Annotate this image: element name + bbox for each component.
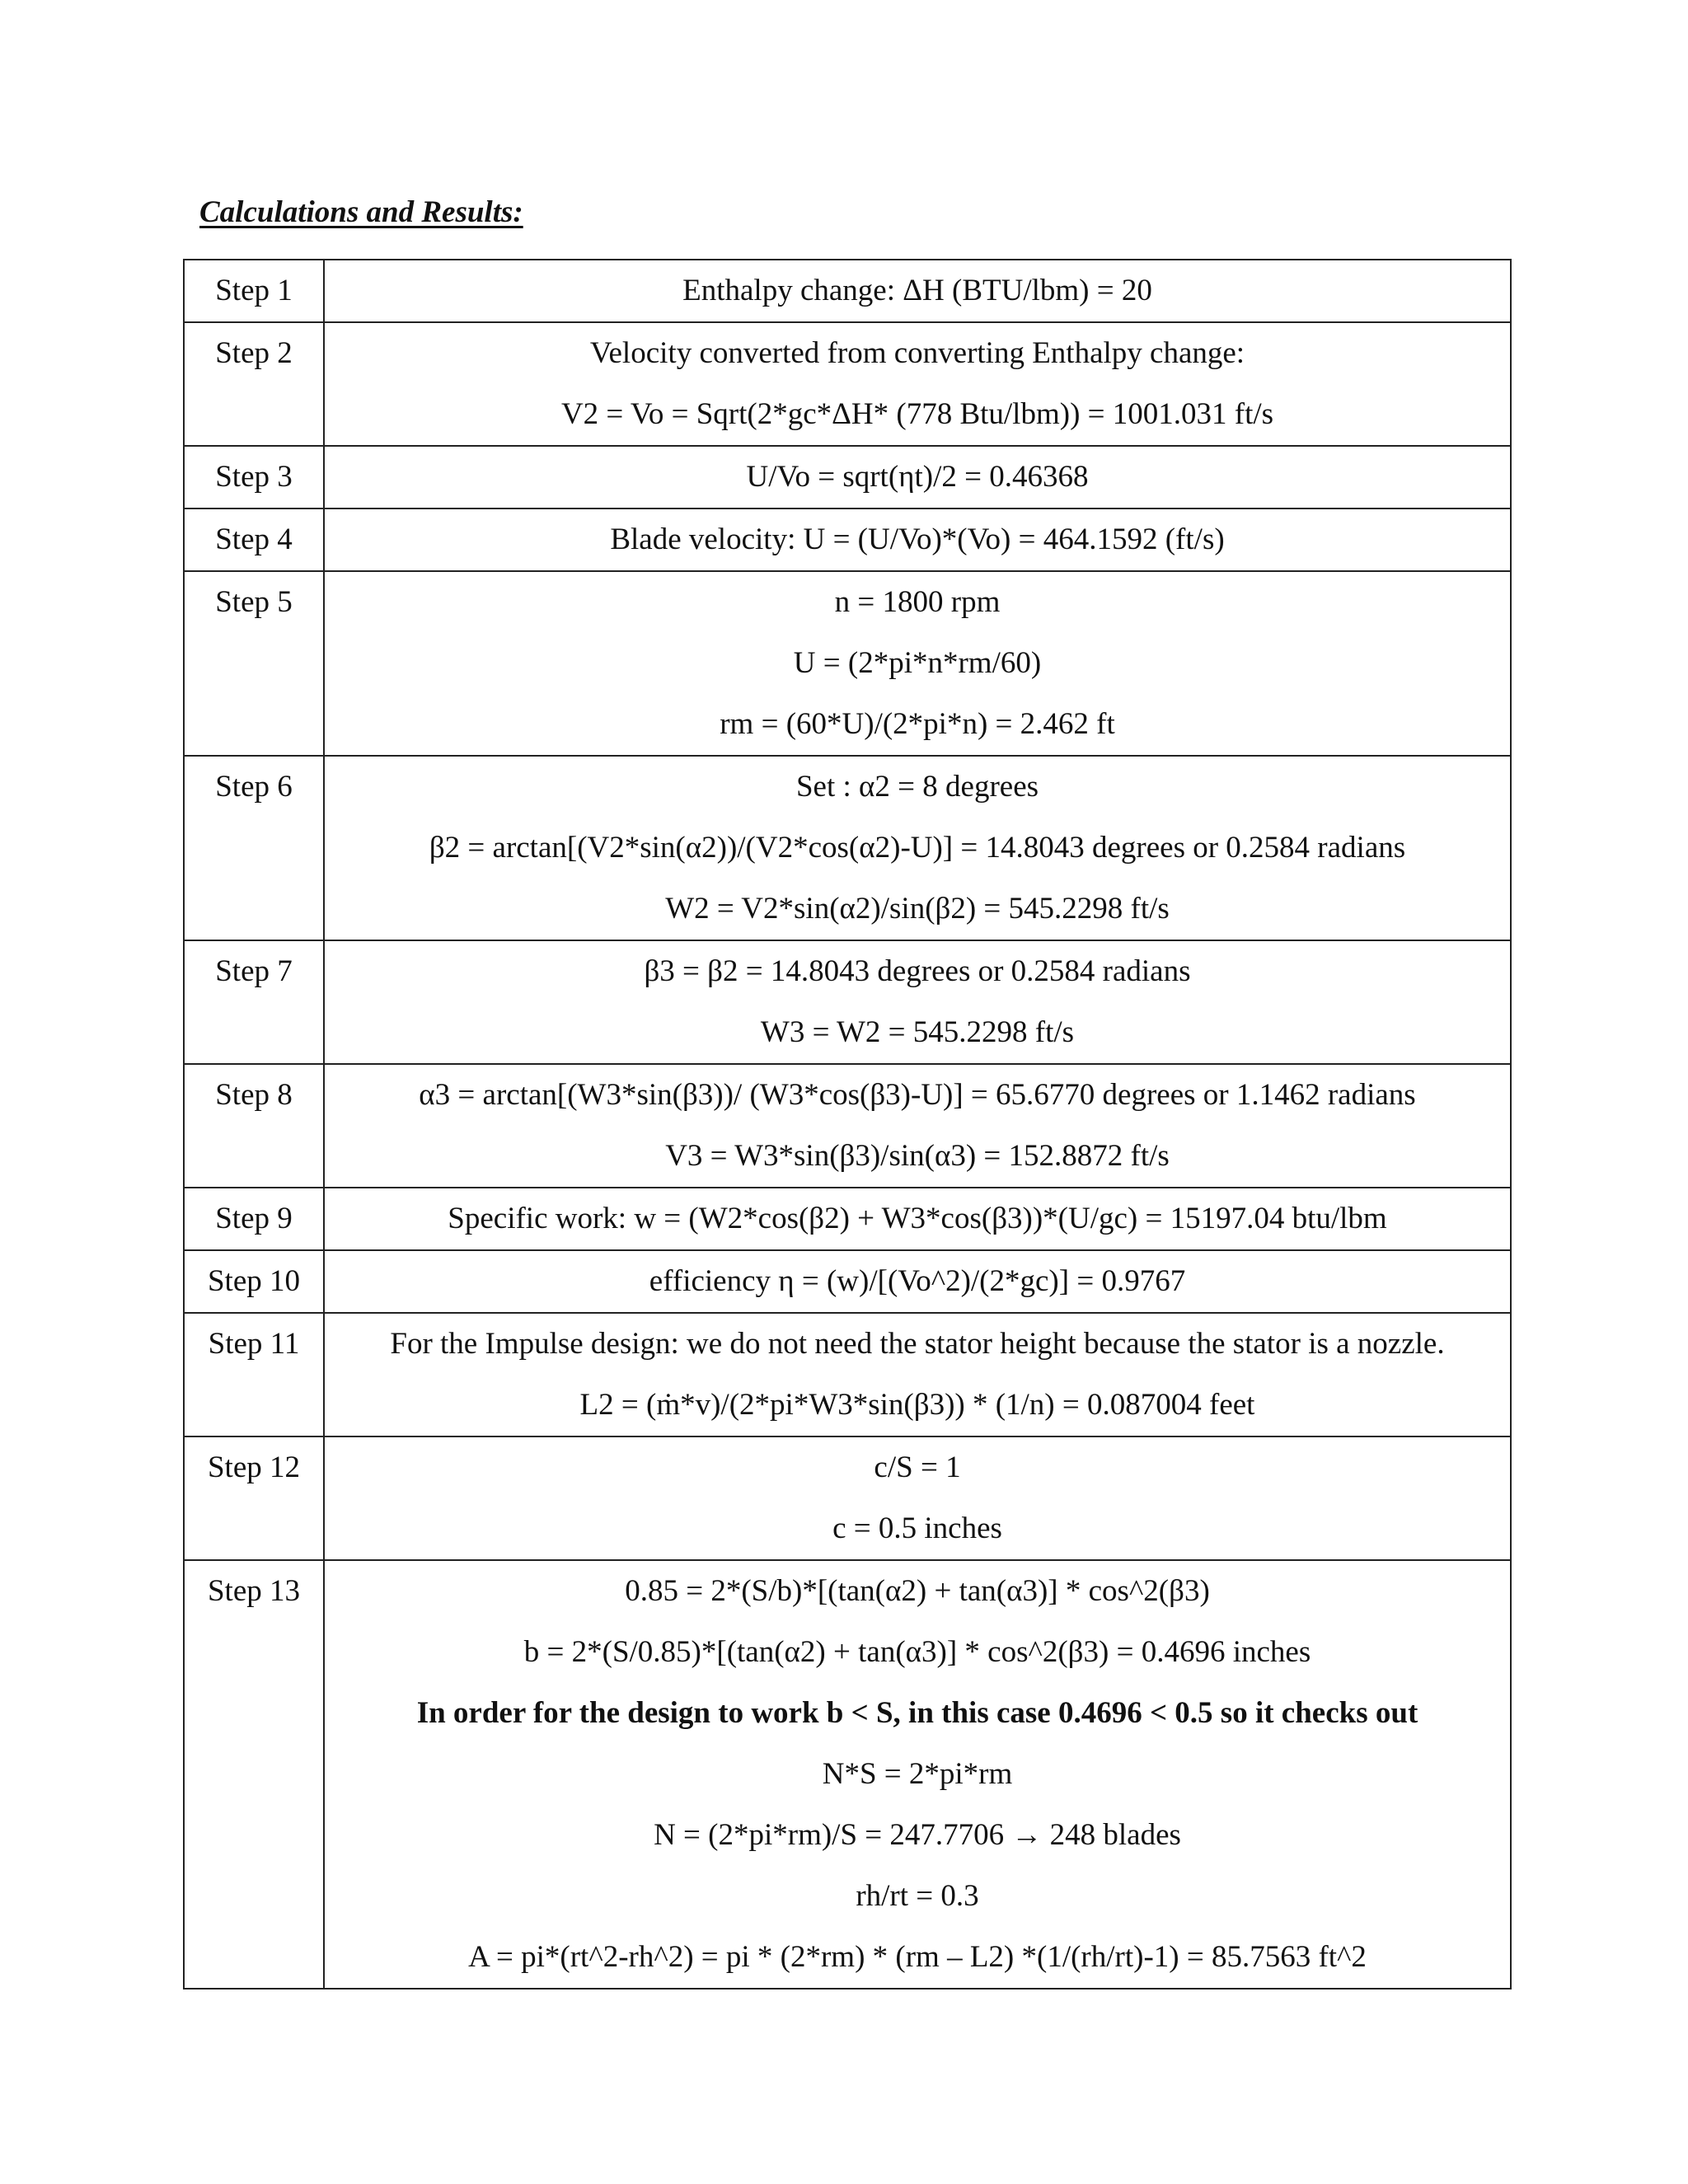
step-equation-line: Set : α2 = 8 degrees	[795, 770, 1039, 804]
step-row	[184, 756, 1511, 940]
step-equation-line: Velocity converted from converting Enthalpy change:	[589, 336, 1245, 370]
step-content	[324, 446, 1511, 509]
calculations-table	[183, 259, 1512, 1990]
step-equation-line: Enthalpy change: ΔH (BTU/lbm) = 20	[682, 274, 1152, 307]
step-equation-line: β3 = β2 = 14.8043 degrees or 0.2584 radians	[644, 954, 1191, 988]
step-equation-line: V3 = W3*sin(β3)/sin(α3) = 152.8872 ft/s	[665, 1139, 1170, 1173]
step-row	[184, 509, 1511, 571]
step-content	[324, 1560, 1511, 1989]
step-equation-line: rh/rt = 0.3	[856, 1879, 979, 1913]
step-equation-line: rm = (60*U)/(2*pi*n) = 2.462 ft	[720, 707, 1115, 741]
step-content	[324, 1436, 1511, 1560]
step-label: Step 9	[184, 1188, 324, 1250]
step-equation-line: For the Impulse design: we do not need the stator height because the stator is a nozzle.	[390, 1327, 1445, 1361]
step-equation-line: b = 2*(S/0.85)*[(tan(α2) + tan(α3)] * cos^2(β3) = 0.4696 inches	[523, 1635, 1311, 1669]
step-equation-line: L2 = (ṁ*v)/(2*pi*W3*sin(β3)) * (1/n) = 0.087004 feet	[579, 1388, 1255, 1422]
step-content	[324, 1250, 1511, 1313]
step-label: Step 11	[184, 1313, 324, 1436]
step-row	[184, 571, 1511, 756]
step-row	[184, 1313, 1511, 1436]
step-equation-line: W3 = W2 = 545.2298 ft/s	[760, 1015, 1075, 1049]
step-row	[184, 322, 1511, 446]
step-row	[184, 260, 1511, 322]
step-equation-line: U = (2*pi*n*rm/60)	[793, 646, 1042, 680]
step-content	[324, 1313, 1511, 1436]
step-equation-line: V2 = Vo = Sqrt(2*gc*ΔH* (778 Btu/lbm)) = 1001.031 ft/s	[560, 397, 1274, 431]
calculations-table-body	[184, 260, 1511, 1989]
step-equation-line: c = 0.5 inches	[832, 1511, 1002, 1545]
step-equation-line: 0.85 = 2*(S/b)*[(tan(α2) + tan(α3)] * cos^2(β3)	[625, 1574, 1210, 1608]
step-content	[324, 940, 1511, 1064]
step-conclusion-line: In order for the design to work b < S, in this case 0.4696 < 0.5 so it checks out	[416, 1696, 1418, 1730]
step-label: Step 7	[184, 940, 324, 1064]
step-label: Step 10	[184, 1250, 324, 1313]
step-row	[184, 940, 1511, 1064]
step-content	[324, 260, 1511, 322]
step-row	[184, 1064, 1511, 1188]
step-equation-line: N*S = 2*pi*rm	[822, 1757, 1013, 1791]
step-equation-line: efficiency η = (w)/[(Vo^2)/(2*gc)] = 0.9767	[649, 1264, 1186, 1298]
step-label: Step 4	[184, 509, 324, 571]
step-label: Step 12	[184, 1436, 324, 1560]
step-equation-line: β2 = arctan[(V2*sin(α2))/(V2*cos(α2)-U)] = 14.8043 degrees or 0.2584 radians	[429, 831, 1406, 865]
step-label: Step 1	[184, 260, 324, 322]
step-label: Step 5	[184, 571, 324, 756]
section-heading: Calculations and Results:	[199, 195, 523, 229]
step-row	[184, 1436, 1511, 1560]
step-content	[324, 509, 1511, 571]
step-label: Step 2	[184, 322, 324, 446]
step-equation-line: Specific work: w = (W2*cos(β2) + W3*cos(β3))*(U/gc) = 15197.04 btu/lbm	[448, 1202, 1387, 1235]
step-equation-line: A = pi*(rt^2-rh^2) = pi * (2*rm) * (rm – L2) *(1/(rh/rt)-1) = 85.7563 ft^2	[468, 1940, 1367, 1974]
step-label: Step 8	[184, 1064, 324, 1188]
step-content	[324, 756, 1511, 940]
step-content	[324, 322, 1511, 446]
step-label: Step 3	[184, 446, 324, 509]
step-equation-line: U/Vo = sqrt(ηt)/2 = 0.46368	[746, 460, 1089, 494]
step-equation-line: W2 = V2*sin(α2)/sin(β2) = 545.2298 ft/s	[665, 892, 1170, 926]
step-content	[324, 571, 1511, 756]
step-equation-line: α3 = arctan[(W3*sin(β3))/ (W3*cos(β3)-U)] = 65.6770 degrees or 1.1462 radians	[419, 1078, 1416, 1112]
step-equation-line: c/S = 1	[874, 1451, 961, 1484]
step-content	[324, 1188, 1511, 1250]
step-equation-line: N = (2*pi*rm)/S = 247.7706 → 248 blades	[654, 1818, 1181, 1852]
step-equation-line: n = 1800 rpm	[834, 585, 1001, 619]
step-label: Step 6	[184, 756, 324, 940]
step-row	[184, 446, 1511, 509]
step-row	[184, 1250, 1511, 1313]
step-content	[324, 1064, 1511, 1188]
step-row	[184, 1188, 1511, 1250]
step-row	[184, 1560, 1511, 1989]
step-equation-line: Blade velocity: U = (U/Vo)*(Vo) = 464.1592 (ft/s)	[610, 523, 1225, 556]
step-label: Step 13	[184, 1560, 324, 1989]
